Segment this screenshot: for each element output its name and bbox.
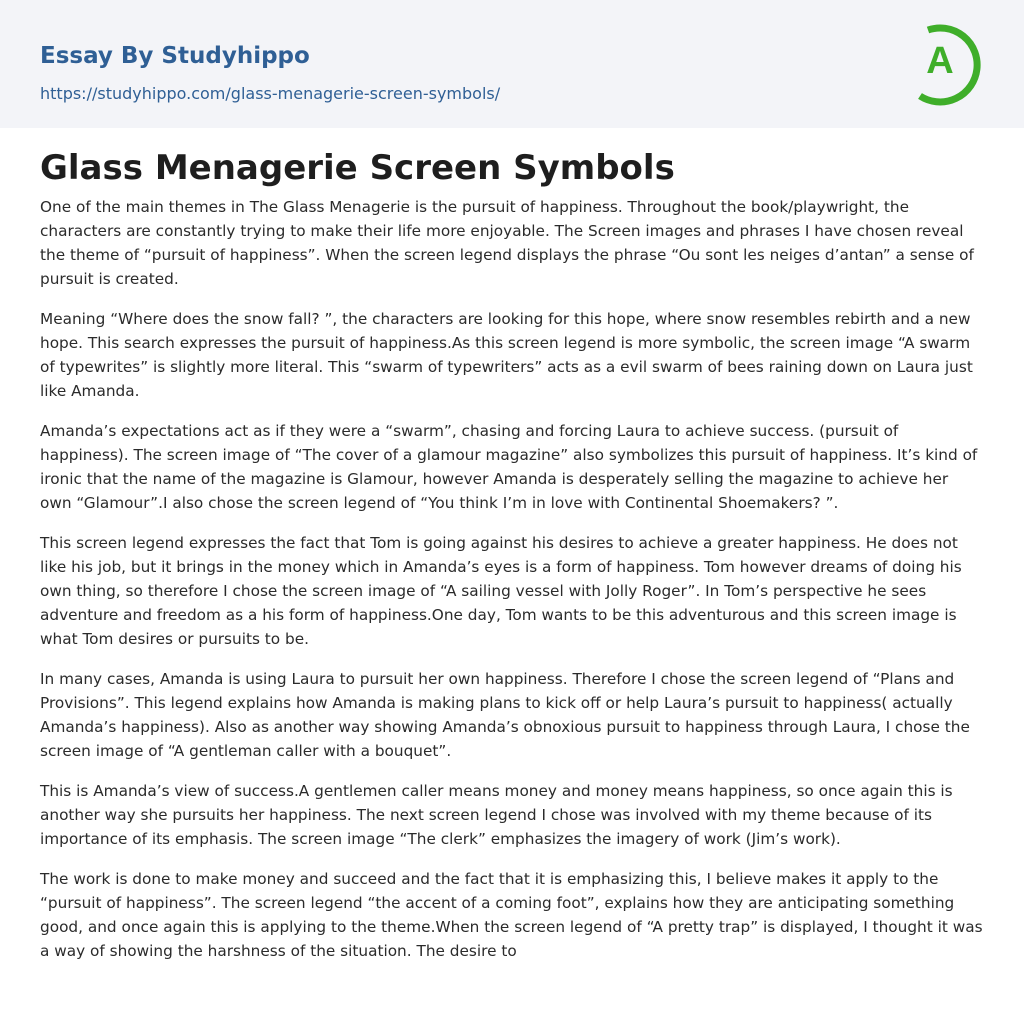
article [40,145,984,979]
paragraph: In many cases, Amanda is using Laura to pursuit her own happiness. Therefore I chose the screen legend of “Plans and Provisions”. This legend explains how Amanda is making plans to kick off or help Laura’s pursuit to happiness( actually Amanda’s happiness). Also as another way showing Amanda’s obnoxious pursuit to happiness through Laura, I chose the screen image of “A gentleman caller with a bouquet”. [40,670,970,760]
brand-title: Essay By Studyhippo [40,43,310,69]
paragraph: This screen legend expresses the fact that Tom is going against his desires to achieve a greater happiness. He does not like his job, but it brings in the money which in Amanda’s eyes is a form of happiness. Tom however dreams of doing his own thing, so therefore I chose the screen image of “A sailing vessel with Jolly Roger”. In Tom’s perspective he sees adventure and freedom as a his form of happiness.One day, Tom wants to be this adventurous and this screen image is what Tom desires or pursuits to be. [40,534,962,648]
paragraph: One of the main themes in The Glass Menagerie is the pursuit of happiness. Throughout the book/playwright, the characters are constantly trying to make their life more enjoyable. The Screen images and phrases I have chosen reveal the theme of “pursuit of happiness”. When the screen legend displays the phrase “Ou sont les neiges d’antan” a sense of pursuit is created. [40,198,974,288]
site-header [0,0,1024,128]
logo-letter: A [926,40,954,82]
page-title: Glass Menagerie Screen Symbols [40,148,675,188]
studyhippo-logo-icon[interactable] [910,18,988,106]
source-url-link[interactable]: https://studyhippo.com/glass-menagerie-screen-symbols/ [40,84,501,103]
paragraph: This is Amanda’s view of success.A gentlemen caller means money and money means happiness, so once again this is another way she pursuits her happiness. The next screen legend I chose was involved with my theme because of its importance of its emphasis. The screen image “The clerk” emphasizes the imagery of work (Jim’s work). [40,782,953,848]
paragraph: Meaning “Where does the snow fall? ”, the characters are looking for this hope, where snow resembles rebirth and a new hope. This search expresses the pursuit of happiness.As this screen legend is more symbolic, the screen image “A swarm of typewrites” is slightly more literal. This “swarm of typewriters” acts as a evil swarm of bees raining down on Laura just like Amanda. [40,310,973,400]
paragraph: Amanda’s expectations act as if they were a “swarm”, chasing and forcing Laura to achieve success. (pursuit of happiness). The screen image of “The cover of a glamour magazine” also symbolizes this pursuit of happiness. It’s kind of ironic that the name of the magazine is Glamour, however Amanda is desperately selling the magazine to achieve her own “Glamour”.I also chose the screen legend of “You think I’m in love with Continental Shoemakers? ”. [40,422,978,512]
paragraph: The work is done to make money and succeed and the fact that it is emphasizing this, I believe makes it apply to the “pursuit of happiness”. The screen legend “the accent of a coming foot”, explains how they are anticipating something good, and once again this is applying to the theme.When the screen legend of “A pretty trap” is displayed, I thought it was a way of showing the harshness of the situation. The desire to [40,870,983,960]
